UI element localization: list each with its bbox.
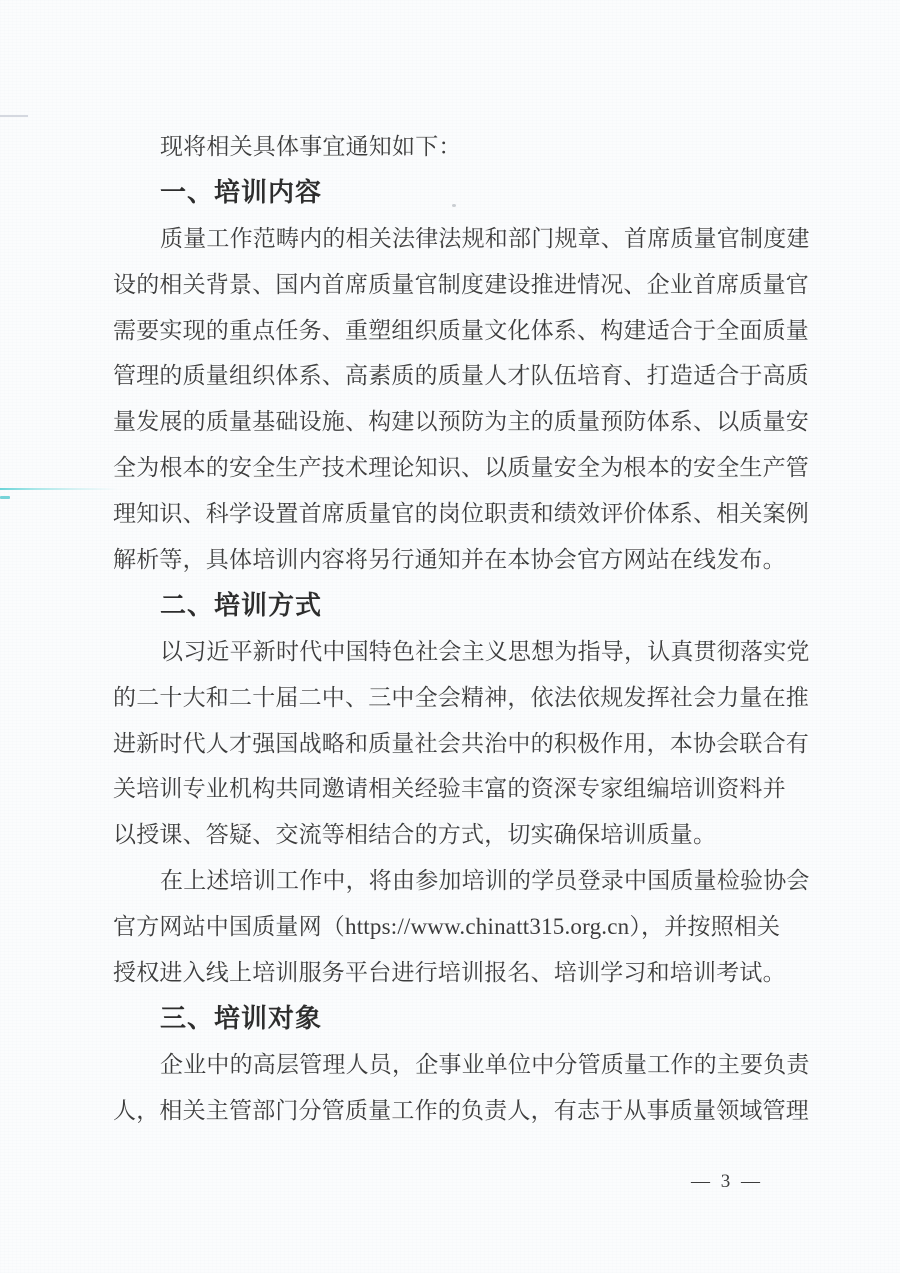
text-line: 全为根本的安全生产技术理论知识、以质量安全为根本的安全生产管 (113, 455, 809, 481)
text-line: 企业中的高层管理人员，企事业单位中分管质量工作的主要负责 (160, 1051, 810, 1077)
document-body (113, 124, 810, 1134)
scan-artifact-grey-dash (0, 115, 28, 117)
text-line: 质量工作范畴内的相关法律法规和部门规章、首席质量官制度建 (160, 225, 810, 251)
text-line: 管理的质量组织体系、高素质的质量人才队伍培育、打造适合于高质 (113, 363, 809, 389)
text-line: 授权进入线上培训服务平台进行培训报名、培训学习和培训考试。 (113, 960, 786, 986)
heading-line: 三、培训对象 (160, 1002, 323, 1033)
text-line: 人，相关主管部门分管质量工作的负责人，有志于从事质量领域管理 (113, 1097, 809, 1123)
paragraph (113, 124, 803, 170)
paragraph (113, 858, 810, 996)
section-heading (113, 170, 803, 216)
text-line: 量发展的质量基础设施、构建以预防为主的质量预防体系、以质量安 (113, 409, 809, 435)
paragraph (113, 1042, 810, 1134)
page-number: — 3 — (691, 1171, 763, 1192)
text-line: 官方网站中国质量网（https://www.chinatt315.org.cn），并按照相关 (113, 914, 781, 940)
text-line: 关培训专业机构共同邀请相关经验丰富的资深专家组编培训资料并 (113, 776, 786, 802)
text-line: 进新时代人才强国战略和质量社会共治中的积极作用，本协会联合有 (113, 730, 809, 756)
text-line: 的二十大和二十届二中、三中全会精神，依法依规发挥社会力量在推 (113, 684, 809, 710)
text-line: 以授课、答疑、交流等相结合的方式，切实确保培训质量。 (113, 822, 717, 848)
text-line: 理知识、科学设置首席质量官的岗位职责和绩效评价体系、相关案例 (113, 501, 809, 527)
text-line: 在上述培训工作中，将由参加培训的学员登录中国质量检验协会 (160, 868, 810, 894)
text-line: 以习近平新时代中国特色社会主义思想为指导，认真贯彻落实党 (160, 638, 810, 664)
text-line: 现将相关具体事宜通知如下： (160, 134, 462, 159)
paragraph (113, 216, 810, 583)
heading-line: 一、培训内容 (160, 176, 323, 207)
paragraph (113, 629, 810, 858)
text-line: 设的相关背景、国内首席质量官制度建设推进情况、企业首席质量官 (113, 271, 809, 297)
scan-artifact-cyan-line (0, 488, 118, 490)
text-line: 解析等，具体培训内容将另行通知并在本协会官方网站在线发布。 (113, 547, 786, 573)
text-line: 需要实现的重点任务、重塑组织质量文化体系、构建适合于全面质量 (113, 317, 809, 343)
section-heading (113, 583, 803, 629)
section-heading (113, 996, 803, 1042)
heading-line: 二、培训方式 (160, 589, 323, 620)
scan-artifact-teal-mark (0, 496, 10, 499)
